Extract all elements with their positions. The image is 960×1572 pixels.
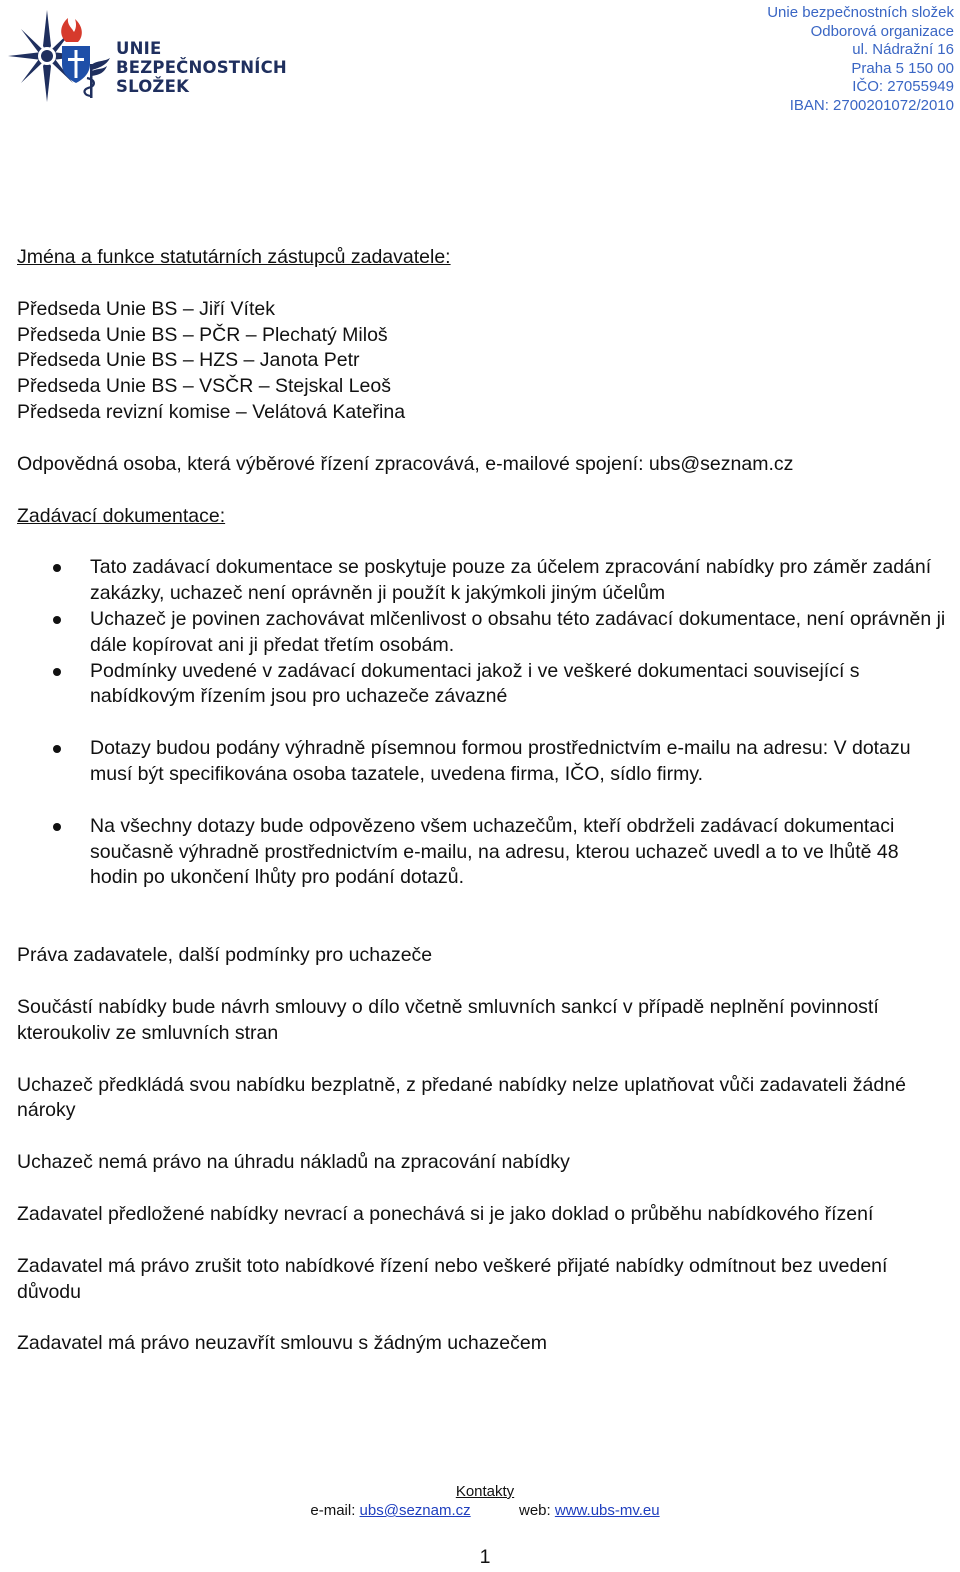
- org-iban: IBAN: 2700201072/2010: [789, 96, 954, 114]
- contacts-label: Kontakty: [455, 1483, 515, 1500]
- logo-emblem-icon: [6, 8, 116, 104]
- statutory-item: Předseda Unie BS – HZS – Janota Petr: [17, 349, 360, 372]
- rights-paragraph: Uchazeč nemá právo na úhradu nákladů na zpracování nabídky: [17, 1151, 570, 1174]
- rights-paragraph: Uchazeč předkládá svou nabídku bezplatně, z předané nabídky nelze uplatňovat vůči zadavateli žádné nároky: [17, 1073, 906, 1122]
- rights-paragraph: Součástí nabídky bude návrh smlouvy o dílo včetně smluvních sankcí v případě neplnění povinností kteroukoliv ze smluvních stran: [17, 995, 879, 1044]
- list-item: Uchazeč je povinen zachovávat mlčenlivost o obsahu této zadávací dokumentace, není oprávněn ji dále kopírovat ani ji předat třetím osobám.: [17, 607, 947, 659]
- statutory-item: Předseda Unie BS – Jiří Vítek: [17, 297, 275, 320]
- list-item: Dotazy budou podány výhradně písemnou formou prostřednictvím e-mailu na adresu: V dotazu musí být specifikována osoba tazatele, uvedena firma, IČO, sídlo firmy.: [17, 736, 947, 788]
- web-label: web:: [519, 1502, 551, 1519]
- org-city: Praha 5 150 00: [851, 59, 954, 77]
- rights-heading: Práva zadavatele, další podmínky pro uchazeče: [17, 944, 433, 967]
- statutory-item: Předseda revizní komise – Velátová Kateřina: [17, 400, 406, 423]
- email-label: e-mail:: [310, 1502, 356, 1519]
- org-street: ul. Nádražní 16: [852, 41, 954, 59]
- document-body: [17, 245, 947, 1357]
- footer: [0, 1482, 960, 1520]
- page-number: 1: [479, 1546, 491, 1568]
- tender-answers-list: [17, 814, 947, 891]
- organization-address: [767, 4, 954, 116]
- list-item: Tato zadávací dokumentace se poskytuje pouze za účelem zpracování nabídky pro záměr zadání zakázky, uchazeč není oprávněn ji použít k jakýmkoli jiným účelům: [17, 555, 947, 607]
- union-logo: [6, 8, 287, 104]
- tender-heading: Zadávací dokumentace:: [17, 504, 226, 527]
- rights-paragraph: Zadavatel má právo neuzavřít smlouvu s žádným uchazečem: [17, 1332, 547, 1355]
- logo-wordmark: [116, 39, 287, 96]
- logo-line-3: SLOŽEK: [116, 77, 190, 96]
- org-ico: IČO: 27055949: [852, 78, 954, 96]
- responsible-person: Odpovědná osoba, která výběrové řízení zpracovává, e-mailové spojení: ubs@seznam.cz: [17, 452, 794, 475]
- rights-paragraph: Zadavatel předložené nabídky nevrací a ponechává si je jako doklad o průběhu nabídkového řízení: [17, 1202, 874, 1225]
- org-type: Odborová organizace: [810, 22, 954, 40]
- logo-line-1: UNIE: [116, 39, 162, 58]
- statutory-heading: Jména a funkce statutárních zástupců zadavatele:: [17, 246, 451, 268]
- email-link[interactable]: ubs@seznam.cz: [359, 1502, 471, 1519]
- logo-line-2: BEZPEČNOSTNÍCH: [116, 58, 287, 77]
- tender-questions-list: [17, 736, 947, 788]
- rights-paragraph: Zadavatel má právo zrušit toto nabídkové řízení nebo veškeré přijaté nabídky odmítnout bez uvedení důvodu: [17, 1254, 888, 1303]
- statutory-item: Předseda Unie BS – VSČR – Stejskal Leoš: [17, 375, 391, 398]
- org-name: Unie bezpečnostních složek: [767, 4, 954, 21]
- web-link[interactable]: www.ubs-mv.eu: [554, 1502, 660, 1519]
- statutory-item: Předseda Unie BS – PČR – Plechatý Miloš: [17, 323, 388, 346]
- list-item: Na všechny dotazy bude odpovězeno všem uchazečům, kteří obdrželi zadávací dokumentaci současně výhradně prostřednictvím e-mailu, na adresu, kterou uchazeč uvedl a to ve lhůtě 48 hodin po ukončení lhůty pro podání dotazů.: [17, 814, 947, 891]
- list-item: Podmínky uvedené v zadávací dokumentaci jakož i ve veškeré dokumentaci související s nabídkovým řízením jsou pro uchazeče závazné: [17, 659, 947, 711]
- tender-conditions-list: [17, 555, 947, 710]
